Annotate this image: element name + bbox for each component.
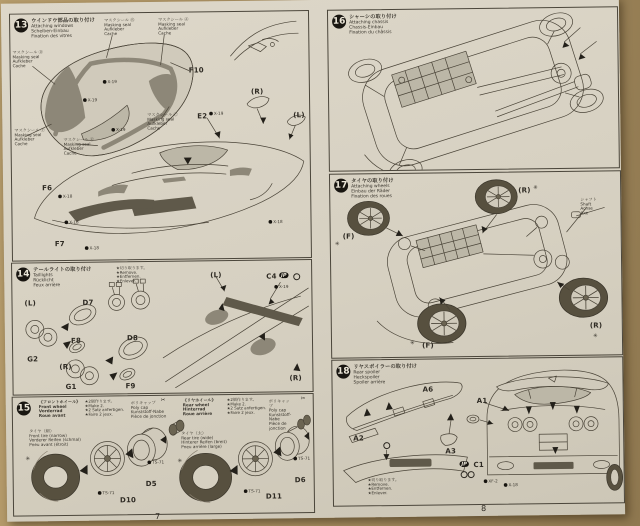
paint-mark-ts71: TS-71 <box>244 489 261 494</box>
paint-mark-x19: X-19 <box>209 111 223 116</box>
part-label-g2: G2 <box>27 355 39 364</box>
rear-wheel-heading: 《リヤホイール》 Rear wheel Hinterrad Roue arrière <box>182 397 216 417</box>
page-number-left: 7 <box>155 511 161 521</box>
cutter-icon: ✂ <box>160 396 166 404</box>
make-two-note: ★2個作ります。 ★Make 2. ★2 Satz anfertigen. ★Faire 2 jeux. <box>84 398 125 417</box>
step-13-panel <box>9 10 312 262</box>
front-tire-label: タイヤ（細） Front tire (narrow) Vorderer Reifen (schmal) Pneu avant (étroit) <box>29 428 81 448</box>
step-15-panel <box>12 393 315 517</box>
sparkle-icon: ✳ <box>409 339 415 347</box>
part-label-wheel-r: (R) <box>518 186 531 195</box>
jp-badge-icon: JP <box>280 272 287 279</box>
masking-seal-e-label: マスクシール Ⓔ Masking seal Aufkleber Cache <box>63 137 94 156</box>
masking-seal-f-label: マスクシール Ⓕ Masking seal Aufkleber Cache <box>14 127 45 147</box>
part-label-d11: D11 <box>265 492 283 501</box>
circle-mark-icon <box>461 471 468 478</box>
part-label-d7: D7 <box>82 298 94 307</box>
sparkle-icon: ✳ <box>592 332 598 339</box>
step-number: 18 <box>336 365 350 379</box>
remove-note: ★切り取ります。 ★Remove. ★Entfernen. ★Enlever. <box>367 477 399 496</box>
circle-mark-icon <box>468 471 475 478</box>
part-label-r2: (R) <box>289 374 302 383</box>
instruction-sheet <box>1 0 625 522</box>
remove-note: ★切り取ります。 ★Remove. ★Entfernen. ★Enlever. <box>116 265 148 284</box>
shaft-label: シャフト Shaft Achse Axe <box>580 197 597 216</box>
step-title: テールライトの取り付け Taillights Rücklicht Feux arrière <box>33 266 92 288</box>
part-label-e2: E2 <box>197 112 208 121</box>
part-label-a3: A3 <box>445 447 457 456</box>
paint-mark-x18: X-18 <box>269 219 283 224</box>
part-label-a2: A2 <box>353 434 364 443</box>
part-label-c1: C1 <box>473 460 484 470</box>
sparkle-icon: ✳ <box>334 240 340 248</box>
step-number: 16 <box>332 15 346 29</box>
part-label-f7: F7 <box>54 240 65 249</box>
step-number: 13 <box>14 18 28 32</box>
part-label-c4: C4 <box>266 272 277 281</box>
part-label-a6: A6 <box>422 385 434 394</box>
part-label-g1: G1 <box>65 382 77 392</box>
paint-mark-ts71: TS-71 <box>147 460 164 465</box>
paint-mark-x19: X-19 <box>103 79 117 84</box>
paint-mark-x19: X-19 <box>111 127 125 132</box>
part-label-f9: F9 <box>125 382 136 391</box>
step-number: 17 <box>334 179 348 193</box>
paint-mark-x18: X-18 <box>504 483 518 488</box>
masking-seal-c-label: マスクシール Ⓒ Masking seal Aufkleber Cache <box>147 112 178 131</box>
paint-mark-ts71: TS-71 <box>293 456 310 461</box>
step-number: 15 <box>17 401 31 415</box>
masking-seal-d-label: マスクシール Ⓓ Masking seal Aufkleber Cache <box>12 49 43 69</box>
circle-mark-icon <box>293 273 300 280</box>
sparkle-icon: ✳ <box>177 457 183 465</box>
make-two-note: ★2個作ります。 ★Make 2. ★2 Satz anfertigen. ★Faire 2 jeux. <box>226 397 267 415</box>
jp-badge-icon: JP <box>461 461 467 467</box>
part-label-wheel-f: (F) <box>342 232 355 241</box>
part-label-r: (R) <box>59 362 72 372</box>
paint-mark-x18: X-18 <box>58 194 72 199</box>
page-number-right: 8 <box>481 503 487 513</box>
step-title: シャーシの取り付け Attaching chassis Chassis-Einbau Fixation du châssis <box>349 13 397 35</box>
part-label-f8: F8 <box>70 336 82 345</box>
step-number: 14 <box>16 267 30 281</box>
part-label-mirror-r: (R) <box>250 87 264 96</box>
part-label-a1: A1 <box>476 396 488 406</box>
part-label-wheel-r2: (R) <box>589 321 603 330</box>
part-label-mirror-l: (L) <box>293 111 305 120</box>
sparkle-icon: ✳ <box>533 184 538 191</box>
poly-cap-label: ポリキャップ Poly cap Kunststoff-Nabe Pièce de jonction <box>268 398 292 431</box>
part-label-wheel-f2: (F) <box>422 341 434 350</box>
paint-mark-x19: X-19 <box>83 98 97 103</box>
step-14-panel <box>11 259 314 396</box>
part-label-f6: F6 <box>42 184 53 193</box>
poly-cap-label: ポリキャップ Poly cap Kunststoff-Nabe Pièce de jonction <box>130 400 167 419</box>
step-title: タイヤの取り付け Attaching wheels Einbau der Räder Fixation des roues <box>351 177 394 199</box>
step-17-panel <box>329 170 623 359</box>
cutter-icon: ✂ <box>300 395 306 402</box>
part-label-l: (L) <box>24 299 37 308</box>
part-label-d10: D10 <box>119 496 137 505</box>
step-title: リヤスポイラーの取り付け Rear spoiler Heckspoiler Spoiler arrière <box>353 363 417 385</box>
circle-mark-icon <box>383 442 390 449</box>
front-wheel-heading: 《フロントホイール》 Front wheel Vorderrad Roue avant <box>38 399 81 418</box>
paint-mark-ts71: TS-71 <box>98 490 115 495</box>
paint-mark-x19: X-19 <box>274 284 288 289</box>
part-label-d8: D8 <box>126 334 139 343</box>
masking-seal-a-label: マスクシール Ⓐ Masking seal Aufkleber Cache <box>158 16 189 36</box>
part-label-l2: (L) <box>210 271 222 280</box>
step-18-panel <box>331 356 625 507</box>
paint-mark-x18: X-18 <box>65 220 79 225</box>
paint-mark-xf2: XF-2 <box>484 479 498 484</box>
masking-seal-b-label: マスクシール Ⓑ Masking seal Aufkleber Cache <box>104 17 135 37</box>
paint-mark-x18: X-18 <box>85 246 99 251</box>
sparkle-icon: ✳ <box>25 455 31 462</box>
part-label-d5: D5 <box>145 479 157 489</box>
step-16-panel <box>327 6 620 172</box>
part-label-f10: F10 <box>188 66 204 75</box>
part-label-d6: D6 <box>294 476 306 485</box>
rear-tire-label: タイヤ（太） Rear tire (wide) Hinterer Reifen (breit) Pneu arrière (large) <box>181 430 227 450</box>
step-title: ウインドウ部品の取り付け Attaching windows Scheiben-Einbau Fixation des vitres <box>31 17 95 39</box>
